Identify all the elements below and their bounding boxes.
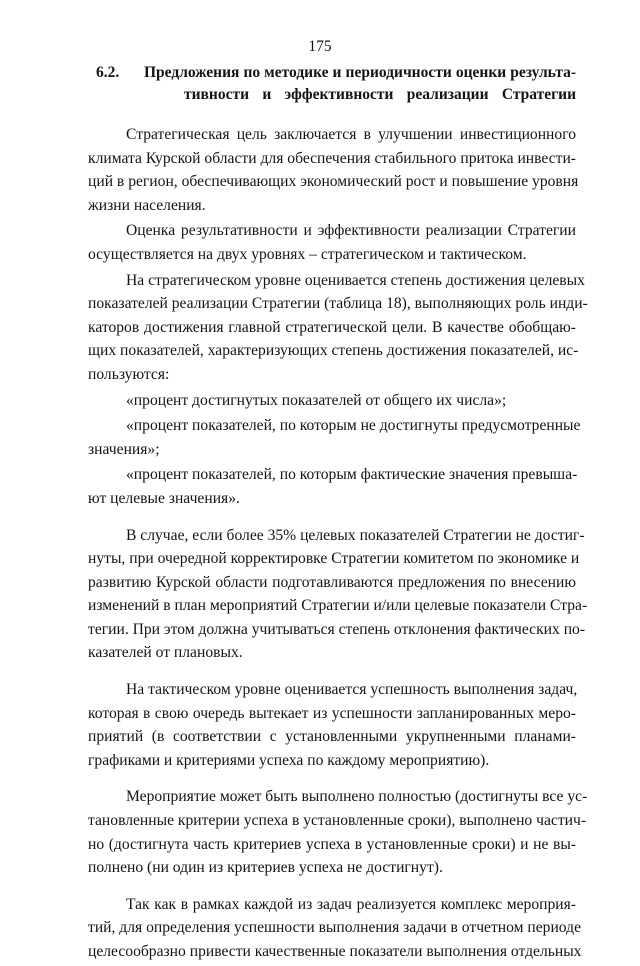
text-line: щих показателей, характеризующих степень достижения показателей, ис- xyxy=(88,342,579,360)
text-line: казателей от плановых. xyxy=(88,644,243,662)
section-number: 6.2. xyxy=(96,64,120,81)
text-line: Оценка результативности и эффективности реализации Стратегии xyxy=(126,222,576,240)
text-line: целесообразно привести качественные показатели выполнения отдельных xyxy=(88,943,582,960)
text-line: значения»; xyxy=(88,440,160,458)
text-line: развитию Курской области подготавливаются предложения по внесению xyxy=(88,573,576,591)
paragraph xyxy=(88,219,576,266)
text-line: ций в регион, обеспечивающих экономический рост и повышение уровня xyxy=(88,173,579,191)
body-text xyxy=(88,123,588,966)
text-line: но (достигнута часть критериев успеха в установленные сроки) и не вы- xyxy=(88,835,576,853)
text-line: На тактическом уровне оценивается успешность выполнения задач, xyxy=(126,681,578,699)
text-line: Стратегическая цель заключается в улучшении инвестиционного xyxy=(126,126,576,143)
paragraph xyxy=(88,785,588,879)
text-line: нуты, при очередной корректировке Стратегии комитетом по экономике и xyxy=(88,550,580,568)
text-line: приятий (в соответствии с установленными укрупненными планами- xyxy=(88,728,576,746)
text-line: показателей реализации Стратегии (таблица 18), выполняющих роль инди- xyxy=(88,295,588,313)
paragraph xyxy=(88,678,576,772)
paragraph-gap xyxy=(88,513,576,524)
paragraph xyxy=(88,524,588,666)
text-line: каторов достижения главной стратегической цели. В качестве обобщаю- xyxy=(88,318,576,336)
text-line: осуществляется на двух уровнях – стратегическом и тактическом. xyxy=(88,245,527,263)
text-line: «процент достигнутых показателей от общего их числа»; xyxy=(126,391,507,409)
text-line: пользуются: xyxy=(88,365,170,383)
text-line: которая в свою очередь вытекает из успешности запланированных меро- xyxy=(88,704,576,722)
text-line: В случае, если более 35% целевых показателей Стратегии не достиг- xyxy=(126,526,585,544)
heading-line: Предложения по методике и периодичности оценки результа- xyxy=(144,64,576,81)
paragraph xyxy=(88,123,579,217)
text-line: тий, для определения успешности выполнения задачи в отчетном периоде xyxy=(88,919,582,937)
paragraph xyxy=(88,414,581,461)
text-line: жизни населения. xyxy=(88,196,206,214)
text-line: На стратегическом уровне оценивается степень достижения целевых xyxy=(126,271,585,289)
text-line: изменений в план мероприятий Стратегии и/или целевые показатели Стра- xyxy=(88,597,588,615)
paragraph xyxy=(88,463,576,510)
paragraph xyxy=(88,389,576,413)
page-number: 175 xyxy=(308,38,332,55)
paragraph-gap xyxy=(88,667,576,678)
text-line: Так как в рамках каждой из задач реализуется комплекс мероприя- xyxy=(126,895,576,913)
text-line: тегии. При этом должна учитываться степень отклонения фактических по- xyxy=(88,620,586,638)
text-line: «процент показателей, по которым фактические значения превыша- xyxy=(126,466,578,484)
text-line: ют целевые значения». xyxy=(88,489,240,507)
text-line: климата Курской области для обеспечения стабильного притока инвести- xyxy=(88,149,576,167)
heading-line: тивности и эффективности реализации Стратегии xyxy=(184,86,576,103)
text-line: тановленные критерии успеха в установленные сроки), выполнено частич- xyxy=(88,812,587,830)
text-line: Мероприятие может быть выполнено полностью (достигнуты все ус- xyxy=(126,788,588,806)
section-heading xyxy=(96,62,576,106)
text-line: графиками и критериями успеха по каждому мероприятию). xyxy=(88,751,490,769)
paragraph xyxy=(88,269,588,387)
paragraph-gap xyxy=(88,774,576,785)
paragraph xyxy=(88,893,582,964)
text-line: полнено (ни один из критериев успеха не достигнут). xyxy=(88,859,443,877)
text-line: «процент показателей, по которым не достигнуты предусмотренные xyxy=(126,417,581,435)
paragraph-gap xyxy=(88,882,576,893)
